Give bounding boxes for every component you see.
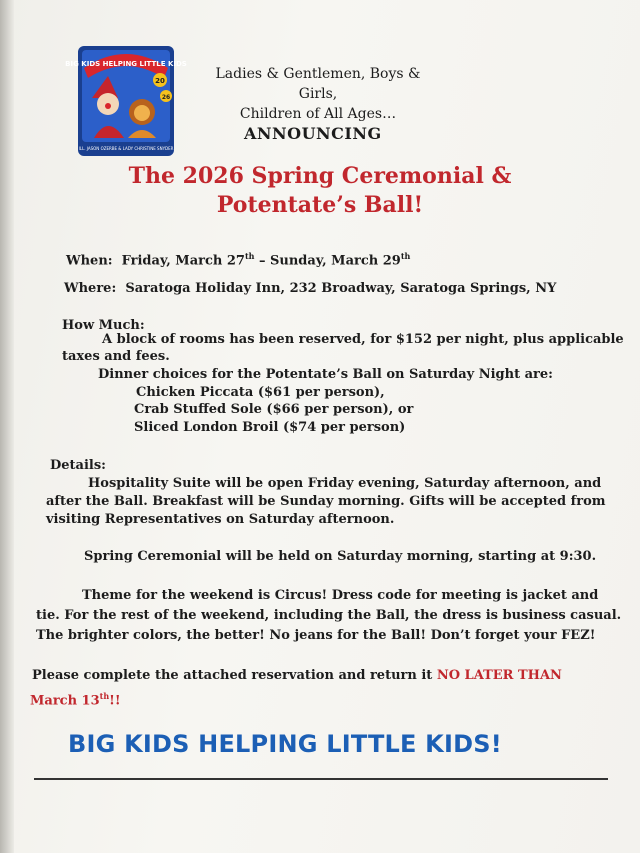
logo-year-left: 20: [155, 77, 165, 85]
details-label: Details:: [50, 458, 106, 473]
intro-line-2: Children of All Ages…: [239, 106, 397, 122]
when-end: – Sunday, March 29: [254, 253, 401, 269]
footer-rule: [34, 778, 608, 780]
dinner-option-1: Chicken Piccata ($61 per person),: [136, 385, 385, 400]
dinner-intro: Dinner choices for the Potentate’s Ball on Saturday Night are:: [98, 367, 553, 382]
logo-year-right: 26: [161, 94, 171, 101]
deadline-date-sup: th: [99, 691, 110, 701]
deadline-emphasis-1: NO LATER THAN: [436, 668, 562, 683]
details-p1-line-2: after the Ball. Breakfast will be Sunday morning. Gifts will be accepted from: [46, 494, 606, 509]
where-line: [64, 280, 556, 298]
logo-names: ILL. JASON OZERBE & LADY CHRISTINE SNYDER: [78, 146, 174, 151]
details-p3-line-3: The brighter colors, the better! No jeans for the Ball! Don’t forget your FEZ!: [36, 628, 596, 643]
deadline-date: March 13: [30, 693, 100, 709]
rooms-line-1: A block of rooms has been reserved, for $152 per night, plus applicable: [102, 332, 624, 347]
details-p2: Spring Ceremonial will be held on Saturday morning, starting at 9:30.: [84, 549, 597, 564]
details-p3-line-1: Theme for the weekend is Circus! Dress code for meeting is jacket and: [82, 588, 599, 603]
title-line-2: Potentate’s Ball!: [216, 192, 424, 218]
event-title: [110, 162, 530, 220]
when-end-sup: th: [400, 251, 411, 261]
announcing-heading: ANNOUNCING: [244, 124, 382, 143]
deadline-line-1: [32, 666, 562, 686]
rooms-line-2: taxes and fees.: [62, 349, 170, 364]
deadline-text: Please complete the attached reservation and return it: [32, 668, 437, 683]
details-p1-line-1: Hospitality Suite will be open Friday evening, Saturday afternoon, and: [88, 476, 602, 491]
when-line: [66, 247, 410, 270]
footer-slogan: BIG KIDS HELPING LITTLE KIDS!: [68, 730, 502, 758]
details-p3-line-2: tie. For the rest of the weekend, including the Ball, the dress is business casual.: [36, 608, 622, 623]
where-value: Saratoga Holiday Inn, 232 Broadway, Saratoga Springs, NY: [125, 281, 557, 296]
when-label: When:: [66, 253, 113, 269]
circus-clown-logo: [65, 38, 187, 162]
where-label: Where:: [64, 281, 117, 296]
intro-text: [198, 64, 438, 124]
details-p1-line-3: visiting Representatives on Saturday afternoon.: [46, 512, 395, 527]
dinner-option-2: Crab Stuffed Sole ($66 per person), or: [134, 402, 414, 417]
how-much-label: How Much:: [62, 318, 145, 333]
dinner-option-3: Sliced London Broil ($74 per person): [134, 420, 406, 435]
when-start: Friday, March 27: [121, 253, 245, 269]
title-line-1: The 2026 Spring Ceremonial &: [128, 163, 512, 189]
when-start-sup: th: [244, 251, 255, 261]
intro-line-1: Ladies & Gentlemen, Boys & Girls,: [215, 66, 421, 102]
deadline-end: !!: [109, 693, 121, 709]
deadline-line-2: [30, 686, 121, 711]
page-edge-shadow: [0, 0, 14, 853]
logo-banner-text: BIG KIDS HELPING LITTLE KIDS: [65, 60, 187, 68]
